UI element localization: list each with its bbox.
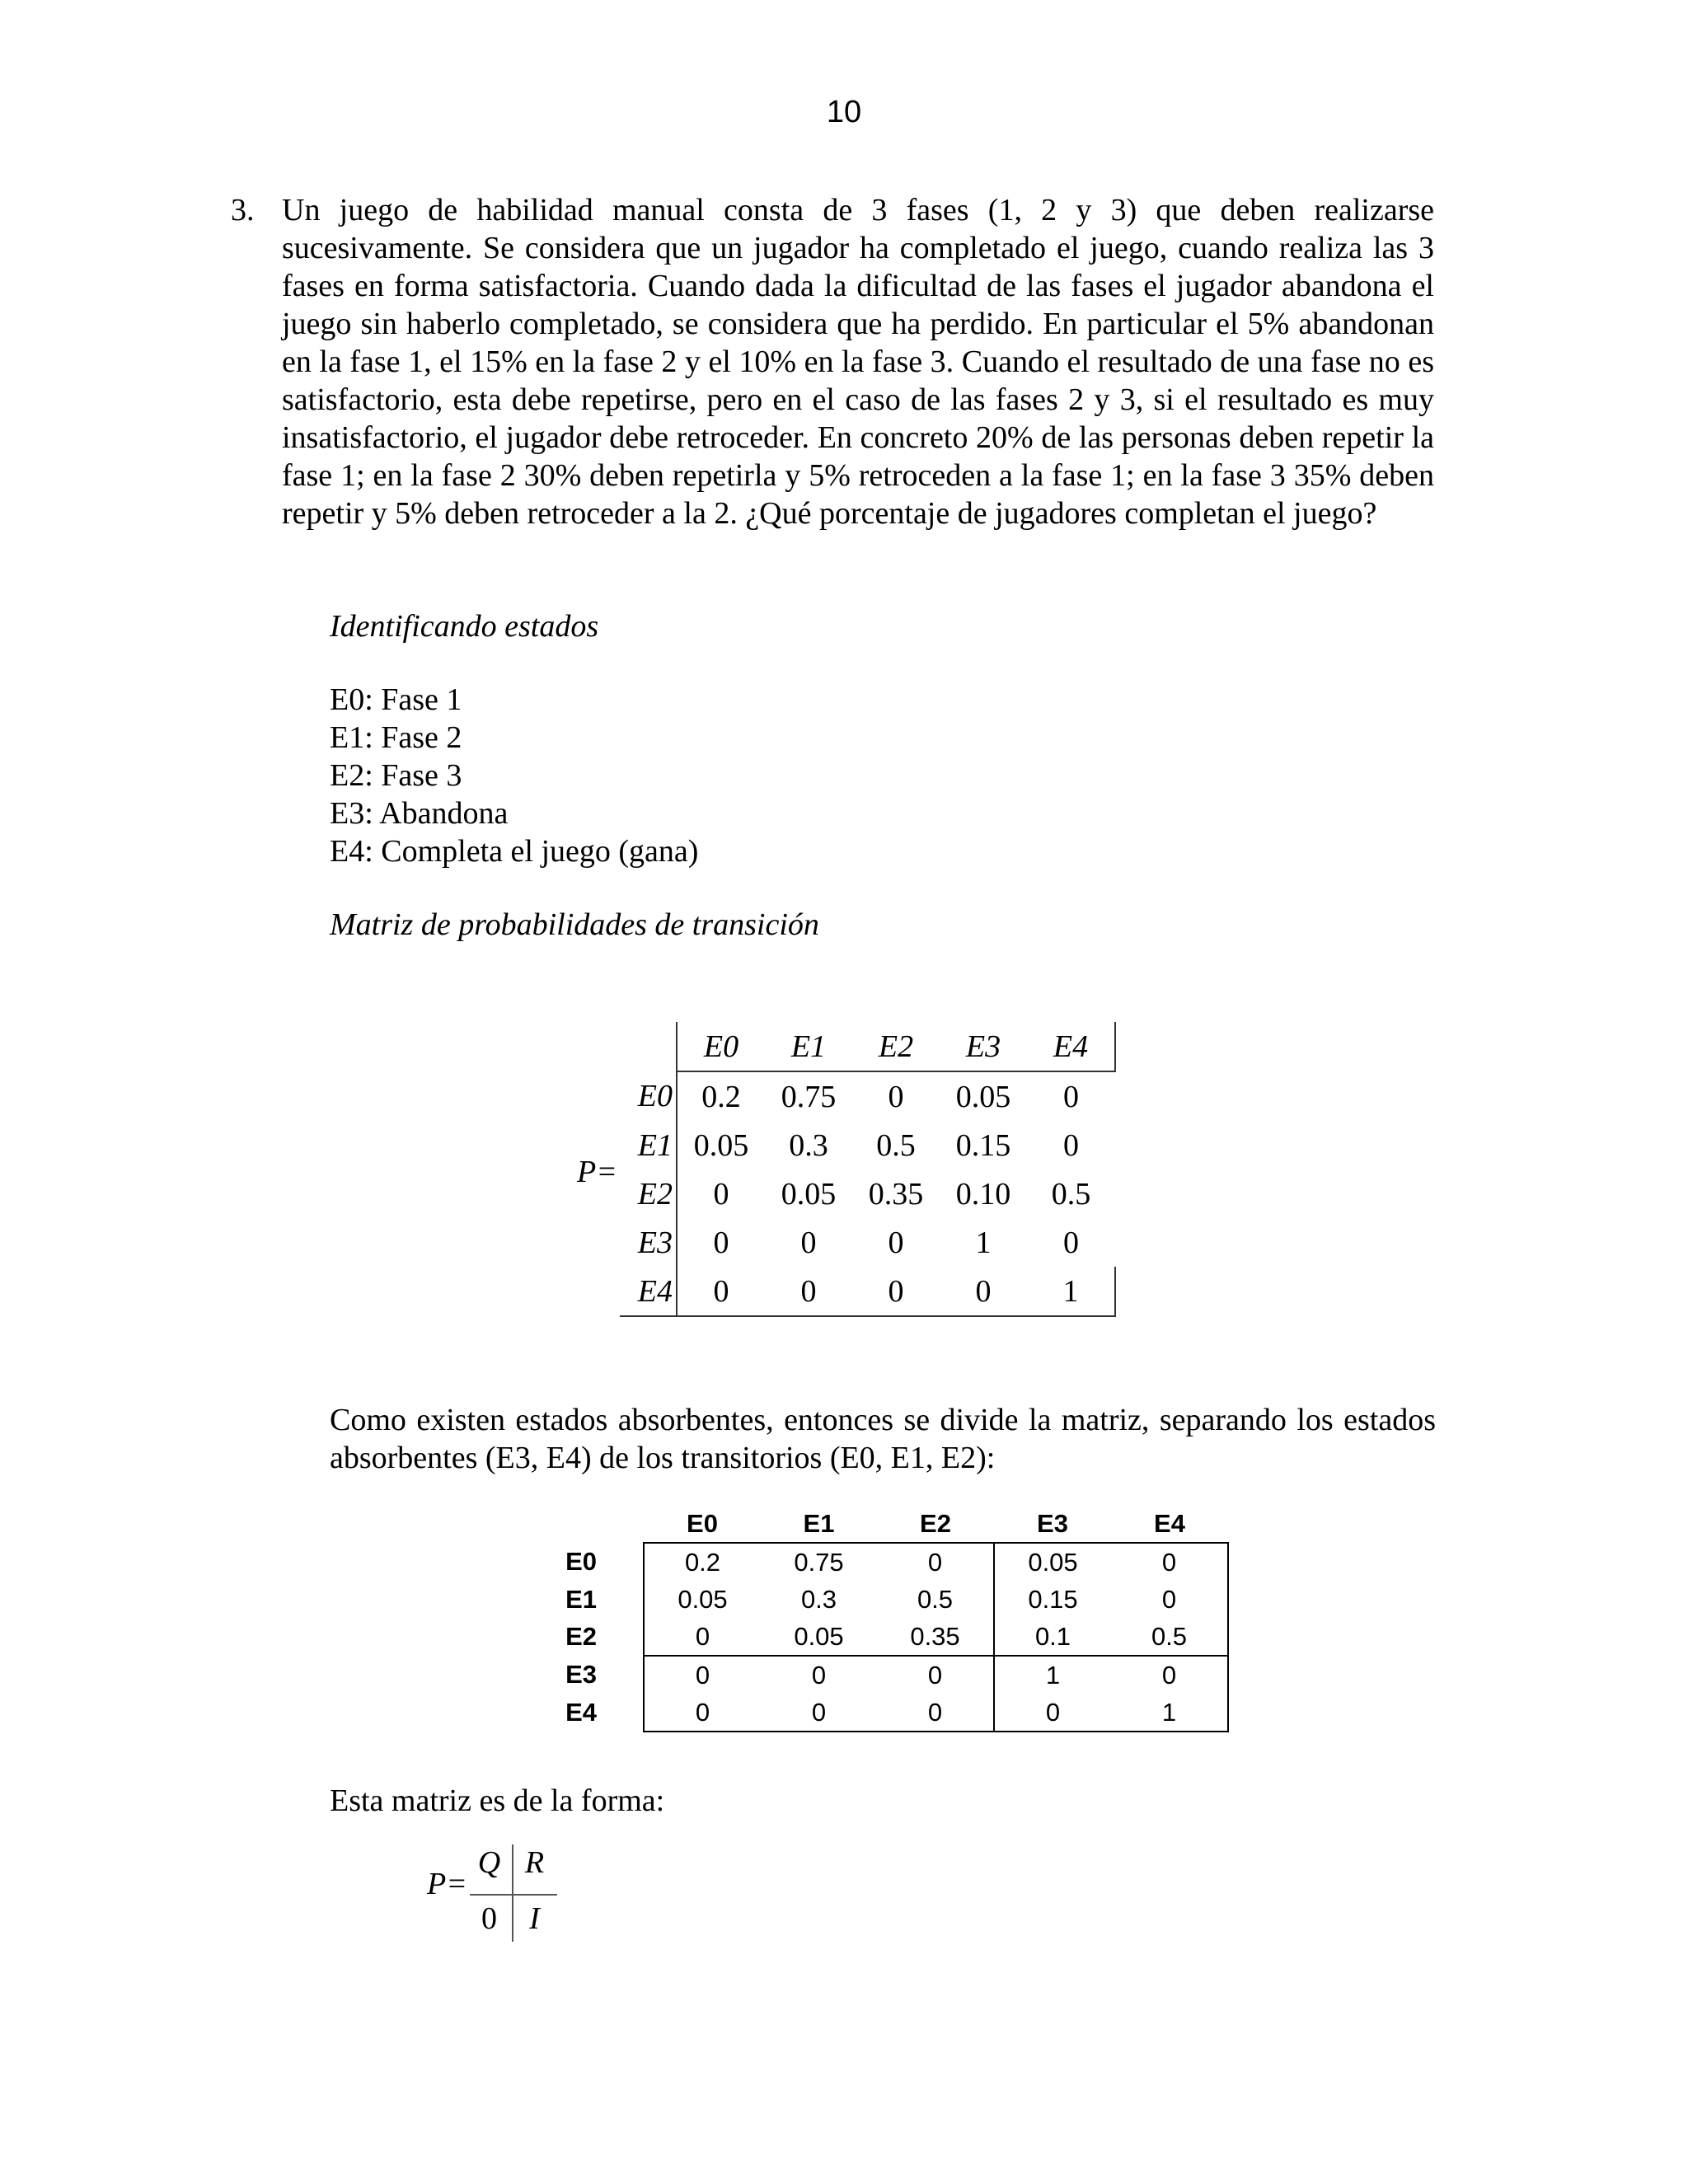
- matrix2-cell: 1: [1111, 1694, 1228, 1732]
- matrix-cell: 0: [852, 1267, 940, 1316]
- paragraph-absorbing-text: Como existen estados absorbentes, entonces se divide la matriz, separando los estados absorbentes (E3, E4) de los transitorios (E0, E1, E2):: [330, 1403, 1436, 1475]
- matrix-row-header: E0: [620, 1071, 677, 1121]
- matrix-cell: 0: [713, 1176, 729, 1212]
- matrix2-cell: 0: [644, 1694, 761, 1732]
- matrix2-cell: 0.5: [1111, 1618, 1228, 1656]
- block-q: Q: [477, 1845, 501, 1880]
- matrix-col-header: E1: [765, 1022, 852, 1071]
- matrix-cell: 0.75: [781, 1079, 837, 1114]
- matrix2-col-header: E2: [920, 1508, 951, 1538]
- paragraph-form-text: Esta matriz es de la forma:: [330, 1783, 665, 1818]
- partitioned-matrix: [514, 1505, 1229, 1732]
- matrix-cell: 0.35: [868, 1176, 924, 1212]
- matrix2-row: [514, 1618, 1228, 1656]
- state-item: E4: Completa el juego (gana): [330, 834, 699, 869]
- matrix-cell: 0.10: [955, 1176, 1011, 1212]
- matrix2-cell: 0.35: [877, 1618, 994, 1656]
- page-number: 10: [826, 95, 862, 129]
- matrix-cell: 0.3: [789, 1127, 828, 1163]
- matrix2-cell: 0: [994, 1694, 1111, 1732]
- block-matrix: [467, 1843, 557, 1942]
- matrix-row-header: E2: [620, 1169, 677, 1218]
- problem-text: Un juego de habilidad manual consta de 3 fases (1, 2 y 3) que deben realizarse sucesivamente. Se considera que un jugador ha completado el juego, cuando realiza las 3 fases en forma satisfactoria. Cuando dada la dificultad de las fases el jugador abandona el juego sin haberlo completado, se considera que ha perdido. En particular el 5% abandonan en la fase 1, el 15% en la fase 2 y el 10% en la fase 3. Cuando el resultado de una fase no es satisfactorio, esta debe repetirse, pero en el caso de las fases 2 y 3, si el resultado es muy insatisfactorio, el jugador debe retroceder. En concreto 20% de las personas deben repetir la fase 1; en la fase 2 30% deben repetirla y 5% retroceden a la fase 1; en la fase 3 35% deben repetir y 5% deben retroceder a la 2. ¿Qué porcentaje de jugadores completan el juego?: [282, 193, 1434, 531]
- matrix2-col-header: E0: [687, 1508, 718, 1538]
- matrix2-row: [514, 1581, 1228, 1618]
- block-r: R: [524, 1845, 545, 1880]
- matrix2-cell: 0.2: [644, 1543, 761, 1581]
- state-item: E1: Fase 2: [330, 720, 462, 755]
- matrix-cell: 0.05: [781, 1176, 837, 1212]
- matrix2-cell: 0: [644, 1656, 761, 1694]
- matrix2-cell: 0.05: [761, 1618, 877, 1656]
- matrix-cell: 0: [888, 1079, 904, 1114]
- paragraph-absorbing-states: [330, 1401, 1436, 1477]
- matrix-cell: 0: [677, 1267, 765, 1316]
- matrix-cell: 0.05: [693, 1127, 749, 1163]
- block-vertical-divider: [512, 1844, 513, 1942]
- matrix-cell: 0.05: [955, 1079, 1011, 1114]
- matrix-cell: 0.15: [955, 1127, 1011, 1163]
- matrix-col-header: E4: [1027, 1022, 1115, 1071]
- transition-matrix: [620, 1022, 1116, 1317]
- matrix2-cell: 0.05: [994, 1543, 1111, 1581]
- matrix-cell: 1: [975, 1225, 992, 1260]
- matrix2-row: [514, 1694, 1228, 1732]
- matrix-cell: 0: [888, 1225, 904, 1260]
- matrix-cell: 0: [1063, 1225, 1079, 1260]
- matrix-col-header: E2: [852, 1022, 940, 1071]
- state-item: E2: Fase 3: [330, 758, 462, 793]
- matrix2-row-header: E4: [565, 1698, 597, 1727]
- matrix2-cell: 0: [877, 1543, 994, 1581]
- matrix2-col-header: E1: [803, 1508, 835, 1538]
- matrix-cell: 0: [713, 1225, 729, 1260]
- matrix2-cell: 0: [1111, 1581, 1228, 1618]
- heading-identifying-states: Identificando estados: [330, 609, 599, 644]
- block-p-label: P=: [427, 1867, 467, 1901]
- matrix2-cell: 0.05: [644, 1581, 761, 1618]
- matrix2-cell: 0.15: [994, 1581, 1111, 1618]
- matrix-cell: 0: [800, 1225, 817, 1260]
- matrix-row: [620, 1121, 1115, 1169]
- problem-statement: [231, 191, 1434, 532]
- heading-transition-matrix: Matriz de probabilidades de transición: [330, 907, 819, 942]
- matrix2-cell: 0: [644, 1618, 761, 1656]
- matrix2-cell: 0: [1111, 1543, 1228, 1581]
- state-item: E3: Abandona: [330, 796, 509, 831]
- matrix2-cell: 0: [1111, 1656, 1228, 1694]
- matrix-cell: 0.2: [701, 1079, 741, 1114]
- paragraph-matrix-form: [330, 1782, 1436, 1820]
- states-list: [330, 681, 698, 870]
- matrix-col-header: E0: [677, 1022, 765, 1071]
- block-i: I: [529, 1901, 540, 1936]
- matrix-p-label: P=: [577, 1155, 617, 1189]
- matrix-row: [620, 1218, 1115, 1267]
- matrix2-cell: 0.3: [800, 1584, 837, 1614]
- matrix-cell: 1: [1027, 1267, 1115, 1316]
- state-item: E0: Fase 1: [330, 682, 462, 717]
- matrix2-col-header: E4: [1154, 1508, 1185, 1538]
- matrix-cell: 0: [1063, 1127, 1079, 1163]
- matrix-row-header: E3: [620, 1218, 677, 1267]
- matrix-row-header: E1: [620, 1121, 677, 1169]
- block-horizontal-divider: [470, 1894, 557, 1896]
- matrix-cell: 0.5: [876, 1127, 916, 1163]
- matrix2-row-header: E0: [565, 1547, 597, 1576]
- matrix2-cell: 0.5: [917, 1584, 954, 1614]
- matrix2-cell: 0: [811, 1660, 827, 1690]
- matrix-row-header: E4: [620, 1267, 677, 1316]
- matrix2-cell: 0: [761, 1694, 877, 1732]
- matrix-corner: [620, 1022, 677, 1071]
- matrix-cell: 0.5: [1051, 1176, 1091, 1212]
- matrix2-corner: [514, 1505, 644, 1543]
- matrix2-cell: 1: [994, 1656, 1111, 1694]
- matrix2-cell: 0: [927, 1660, 943, 1690]
- matrix-row: [620, 1169, 1115, 1218]
- matrix2-row: [514, 1543, 1228, 1581]
- matrix2-row-header: E2: [565, 1622, 597, 1651]
- matrix2-cell: 0.1: [994, 1618, 1111, 1656]
- block-zero: 0: [481, 1901, 497, 1936]
- matrix-cell: 0: [940, 1267, 1027, 1316]
- matrix-col-header: E3: [940, 1022, 1027, 1071]
- matrix-cell: 0: [1063, 1079, 1079, 1114]
- matrix2-row-header: E1: [565, 1584, 597, 1614]
- matrix-row: [620, 1071, 1115, 1121]
- problem-number: 3.: [231, 193, 255, 227]
- matrix-cell: 0: [765, 1267, 852, 1316]
- matrix2-cell: 0.75: [761, 1543, 877, 1581]
- matrix-row: [620, 1267, 1115, 1316]
- matrix2-row: [514, 1656, 1228, 1694]
- matrix2-col-header: E3: [1037, 1508, 1068, 1538]
- matrix2-cell: 0: [877, 1694, 994, 1732]
- matrix2-row-header: E3: [565, 1660, 597, 1689]
